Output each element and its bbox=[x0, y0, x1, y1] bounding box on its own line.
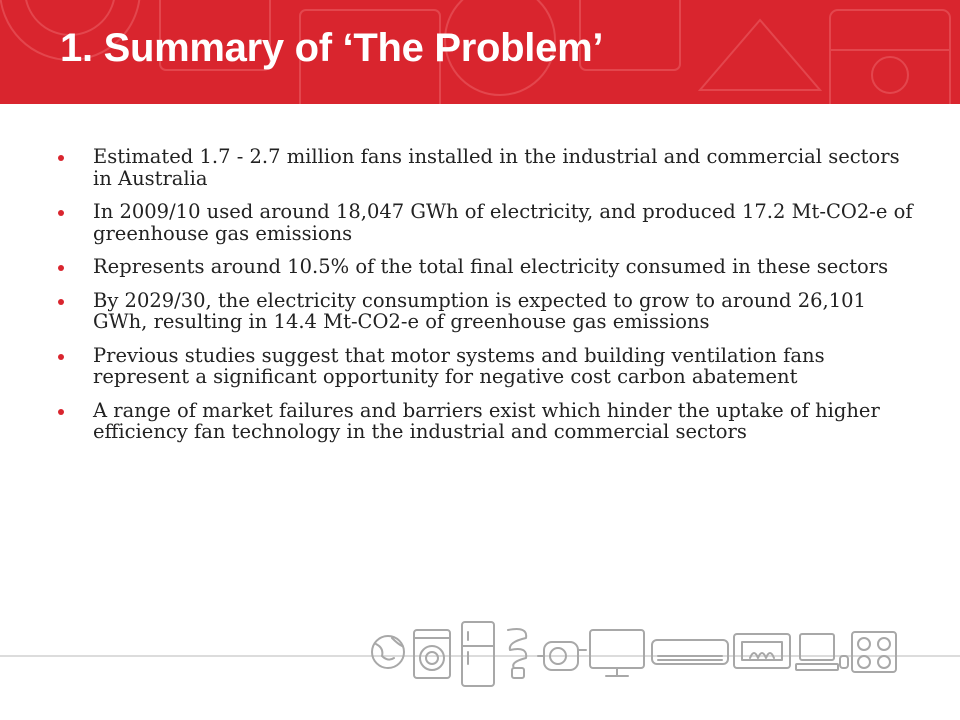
computer-icon bbox=[796, 634, 848, 670]
bullet-text: Represents around 10.5% of the total final electricity consumed in these sectors bbox=[93, 255, 889, 278]
bullet-text: In 2009/10 used around 18,047 GWh of electricity, and produced 17.2 Mt-CO2-e of greenhouse gas emissions bbox=[93, 200, 913, 245]
air-conditioner-icon bbox=[652, 640, 728, 664]
bullet-text: By 2029/30, the electricity consumption is expected to grow to around 26,101 GWh, resulting in 14.4 Mt-CO2-e of greenhouse gas emissions bbox=[93, 288, 866, 333]
bullet-icon bbox=[58, 155, 64, 161]
light-bulb-icon bbox=[508, 629, 526, 678]
bullet-list bbox=[58, 146, 918, 455]
bullet-text: Previous studies suggest that motor systems and building ventilation fans represent a significant opportunity for negative cost carbon abatement bbox=[93, 343, 825, 388]
bullet-icon bbox=[58, 265, 64, 271]
list-item bbox=[58, 345, 918, 388]
heater-icon bbox=[734, 634, 790, 668]
bullet-icon bbox=[58, 210, 64, 216]
refrigerator-icon bbox=[462, 622, 494, 686]
header-banner bbox=[0, 0, 960, 104]
washing-machine-icon bbox=[414, 630, 450, 678]
bullet-icon bbox=[58, 299, 64, 305]
electric-motor-icon bbox=[538, 642, 586, 670]
list-item bbox=[58, 201, 918, 244]
bullet-text: Estimated 1.7 - 2.7 million fans installed in the industrial and commercial sectors in Australia bbox=[93, 145, 900, 190]
list-item bbox=[58, 256, 918, 278]
globe-icon bbox=[372, 636, 404, 668]
bullet-text: A range of market failures and barriers exist which hinder the uptake of higher efficiency fan technology in the industrial and commercial sectors bbox=[93, 398, 880, 443]
list-item bbox=[58, 400, 918, 443]
cooktop-icon bbox=[852, 632, 896, 672]
list-item bbox=[58, 290, 918, 333]
television-icon bbox=[590, 630, 644, 676]
list-item bbox=[58, 146, 918, 189]
bullet-icon bbox=[58, 409, 64, 415]
bullet-icon bbox=[58, 354, 64, 360]
appliance-icons-strip bbox=[368, 620, 928, 695]
page-title: 1. Summary of ‘The Problem’ bbox=[60, 26, 604, 70]
